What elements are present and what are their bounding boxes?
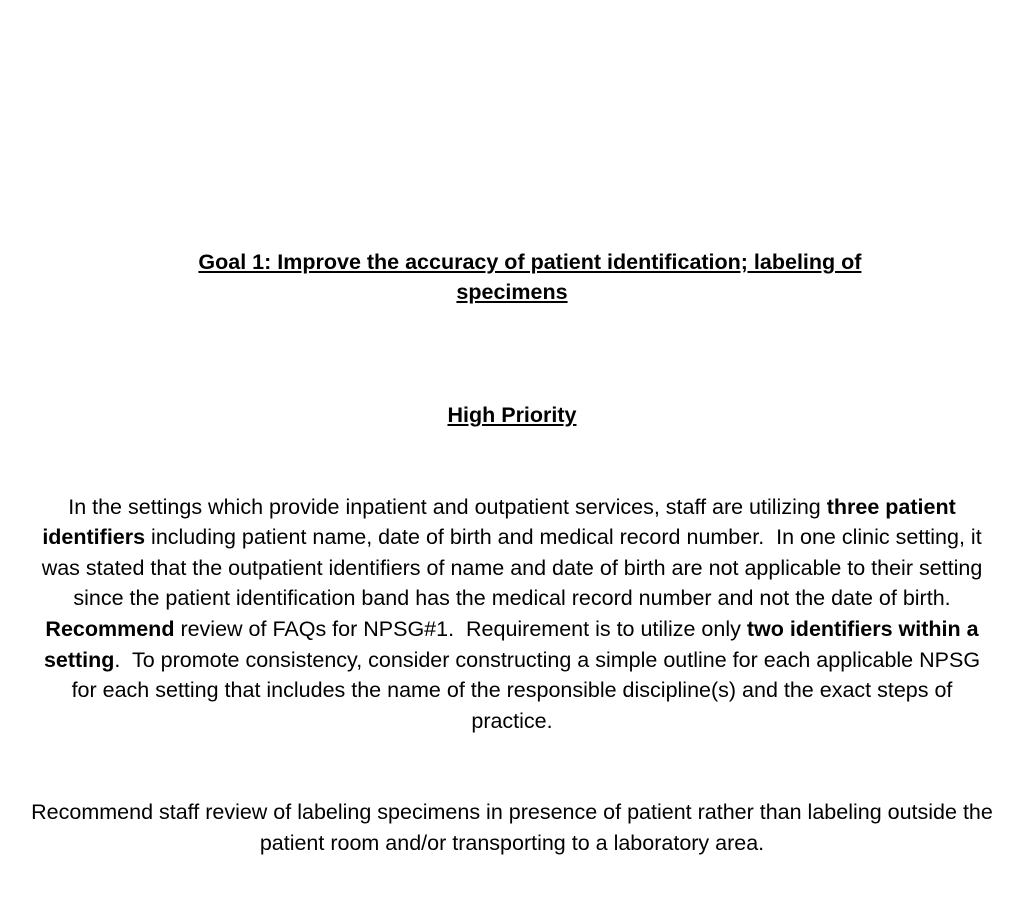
slide-title	[30, 216, 994, 338]
finding-text-4: . To promote consistency, consider constructing a simple outline for each applicable NPSG for each setting that includes the name of the responsible discipline(s) and the exact steps of practice.	[71, 647, 987, 733]
finding-text-1: In the settings which provide inpatient and outpatient services, staff are utilizing	[68, 494, 827, 519]
title-line-2: specimens	[456, 280, 568, 305]
slide-content	[30, 155, 999, 920]
title-line-1: Goal 1: Improve the accuracy of patient identification; labeling of	[198, 249, 862, 274]
emphasis-two-identifiers: two identifiers within a setting	[43, 616, 985, 672]
emphasis-three-identifiers: three patient identifiers	[42, 494, 962, 550]
priority-label: High Priority	[447, 402, 577, 427]
finding-text-2: including patient name, date of birth and medical record number. In one clinic setting, it was stated that the outpatient identifiers of name and date of birth are not applicable to their setting since the patient identification band has the medical record number and not the date of birth.	[41, 525, 989, 611]
recommendation-paragraph: Recommend staff review of labeling specimens in presence of patient rather than labeling outside the patient room and/or transporting to a laboratory area.	[31, 800, 999, 856]
finding-paragraph	[30, 492, 994, 737]
finding-text-3: review of FAQs for NPSG#1. Requirement is to utilize only	[174, 616, 747, 641]
emphasis-recommend: Recommend	[45, 616, 175, 641]
